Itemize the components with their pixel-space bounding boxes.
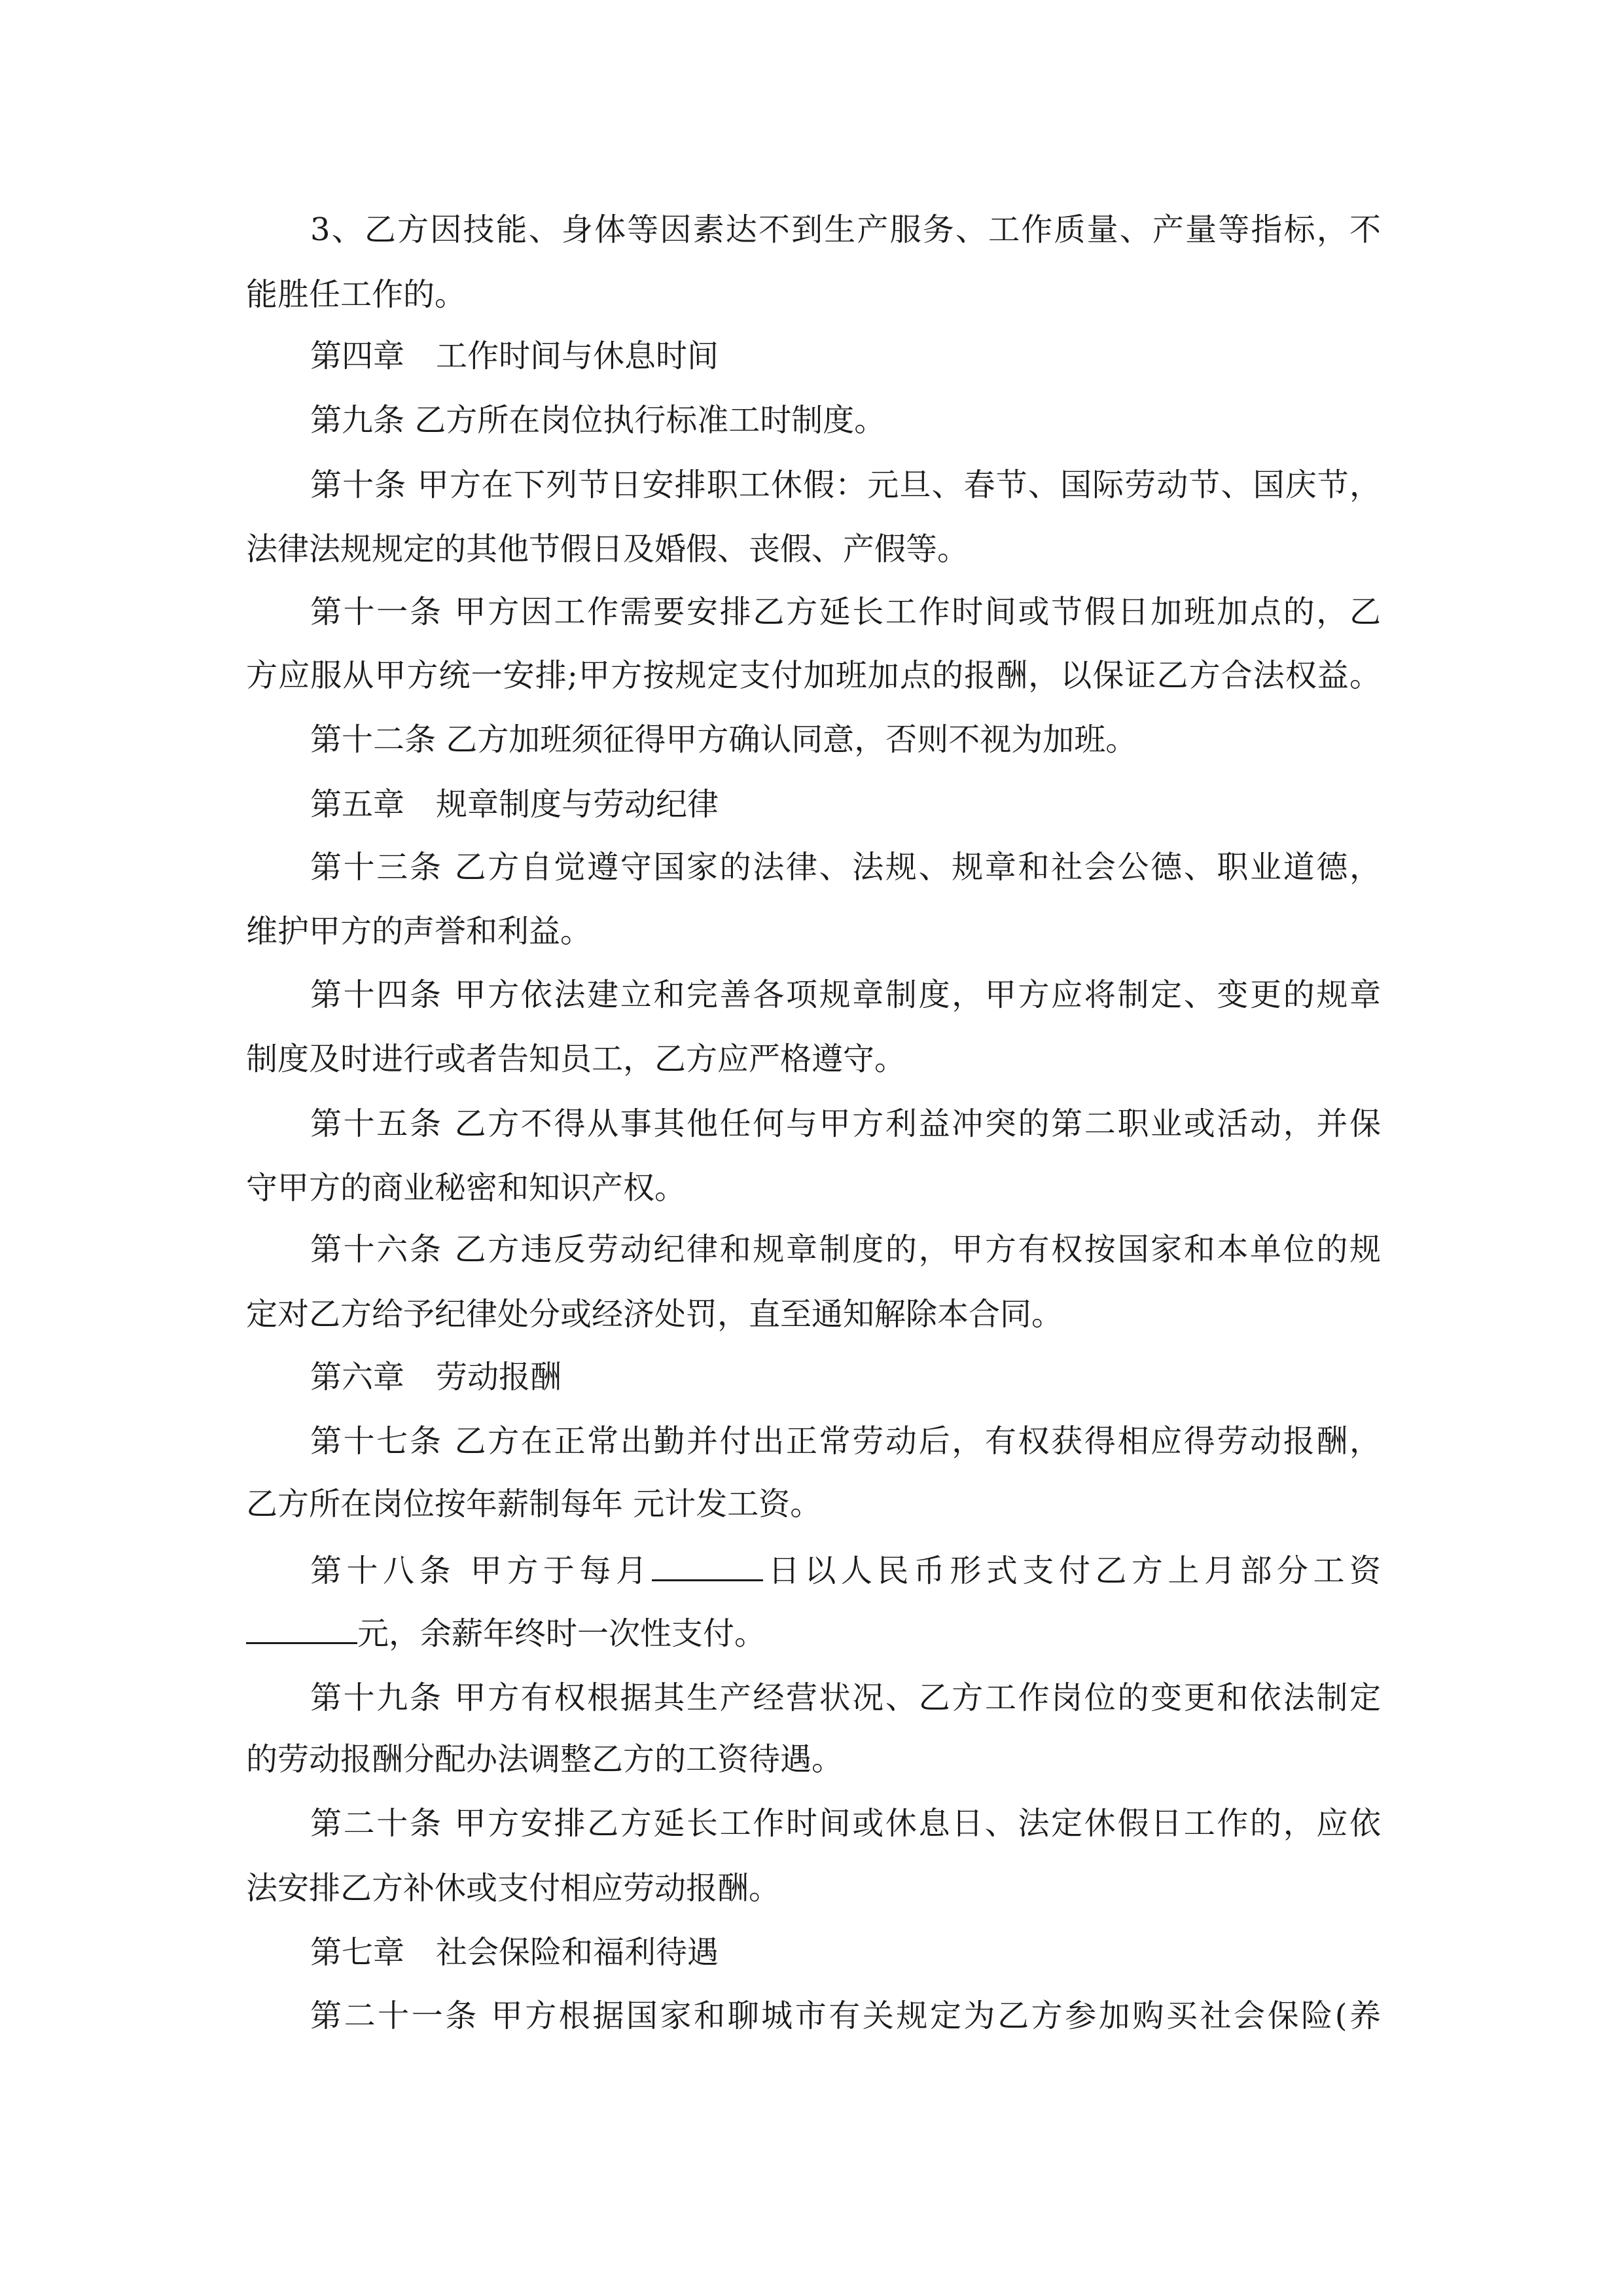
article-line [310, 1551, 1381, 1590]
article-line: 第十三条 乙方自觉遵守国家的法律、法规、规章和社会公德、职业道德， [310, 849, 1381, 886]
article-line: 第十五条 乙方不得从事其他任何与甲方利益冲突的第二职业或活动，并保 [310, 1105, 1381, 1142]
article-line: 守甲方的商业秘密和知识产权。 [246, 1170, 687, 1206]
article-line [246, 1613, 766, 1653]
article-line: 的劳动报酬分配办法调整乙方的工资待遇。 [246, 1741, 844, 1778]
chapter-heading: 第五章 规章制度与劳动纪律 [310, 786, 719, 823]
article-line: 第十二条 乙方加班须征得甲方确认同意，否则不视为加班。 [310, 721, 1137, 758]
article-line: 第十一条 甲方因工作需要安排乙方延长工作时间或节假日加班加点的，乙 [310, 594, 1381, 630]
article-line: 第十六条 乙方违反劳动纪律和规章制度的，甲方有权按国家和本单位的规 [310, 1231, 1381, 1268]
article-line: 维护甲方的声誉和利益。 [246, 913, 592, 950]
article-line: 第二十一条 甲方根据国家和聊城市有关规定为乙方参加购买社会保险(养 [310, 1998, 1381, 2034]
article-line: 乙方所在岗位按年薪制每年 元计发工资。 [246, 1486, 822, 1522]
article-line: 第九条 乙方所在岗位执行标准工时制度。 [310, 402, 886, 439]
paragraph-line: 能胜任工作的。 [246, 276, 467, 313]
article-line: 第十七条 乙方在正常出勤并付出正常劳动后，有权获得相应得劳动报酬， [310, 1423, 1381, 1460]
article-text: 元，余薪年终时一次性支付。 [357, 1615, 766, 1652]
article-line: 方应服从甲方统一安排;甲方按规定支付加班加点的报酬，以保证乙方合法权益。 [246, 657, 1381, 694]
article-line: 第十四条 甲方依法建立和完善各项规章制度，甲方应将制定、变更的规章 [310, 977, 1381, 1013]
chapter-heading: 第六章 劳动报酬 [310, 1359, 562, 1395]
chapter-heading: 第四章 工作时间与休息时间 [310, 338, 719, 374]
article-line: 第十条 甲方在下列节日安排职工休假：元旦、春节、国际劳动节、国庆节， [310, 467, 1381, 503]
article-line: 制度及时进行或者告知员工，乙方应严格遵守。 [246, 1041, 906, 1077]
article-text: 第十八条 甲方于每月 [310, 1552, 652, 1589]
article-line: 法律法规规定的其他节假日及婚假、丧假、产假等。 [246, 531, 969, 567]
article-text: 日以人民币形式支付乙方上月部分工资 [763, 1552, 1381, 1589]
article-line: 法安排乙方补休或支付相应劳动报酬。 [246, 1870, 781, 1907]
fill-blank[interactable] [652, 1551, 763, 1581]
article-line: 第十九条 甲方有权根据其生产经营状况、乙方工作岗位的变更和依法制定 [310, 1679, 1381, 1716]
article-line: 第二十条 甲方安排乙方延长工作时间或休息日、法定休假日工作的，应依 [310, 1805, 1381, 1842]
fill-blank[interactable] [246, 1613, 357, 1644]
article-line: 定对乙方给予纪律处分或经济处罚，直至通知解除本合同。 [246, 1296, 1063, 1333]
chapter-heading: 第七章 社会保险和福利待遇 [310, 1934, 719, 1971]
paragraph-line: 3、乙方因技能、身体等因素达不到生产服务、工作质量、产量等指标，不 [310, 211, 1381, 248]
